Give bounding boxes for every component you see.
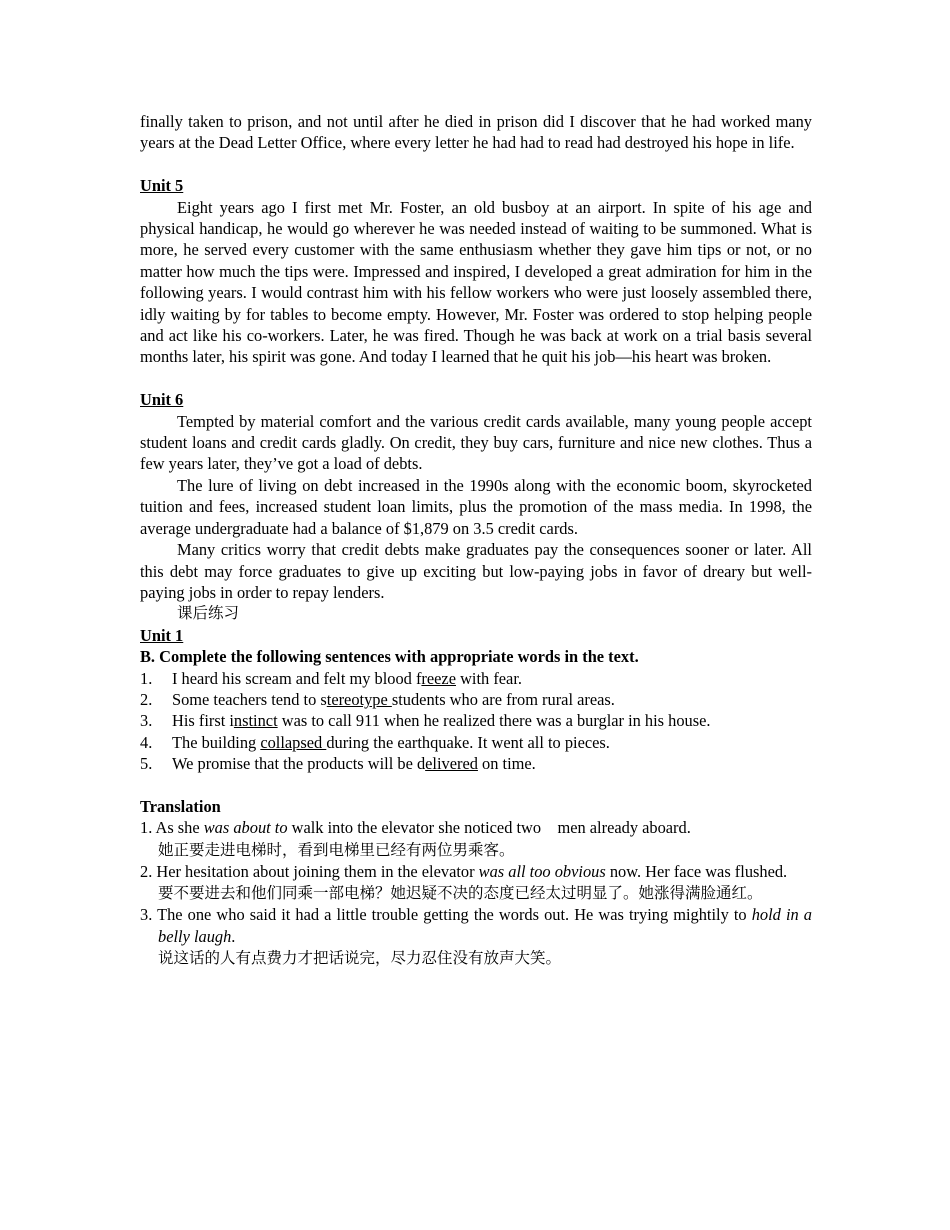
exercise-sentence <box>172 710 711 731</box>
italic-phrase: was about to <box>203 818 288 838</box>
sentence-end: students who are from rural areas. <box>391 689 615 709</box>
exercise-sentence <box>172 689 615 710</box>
unit6-heading: Unit 6 <box>140 390 184 410</box>
exercise-sentence <box>172 668 522 689</box>
exercise-number: 2. <box>140 689 153 709</box>
exercises-label: 课后练习 <box>177 604 240 623</box>
english-start: Her hesitation about joining them in the elevator <box>152 861 479 881</box>
answer-word: collapsed <box>260 732 327 752</box>
spacer <box>140 368 812 389</box>
italic-phrase: was all too obvious <box>478 861 606 881</box>
answer-word: reeze <box>421 668 456 688</box>
english-end: walk into the elevator she noticed two men already aboard. <box>287 818 691 838</box>
exercise-item <box>140 710 812 731</box>
sentence-start: The building <box>172 732 261 752</box>
sentence-start: I heard his scream and felt my blood f <box>172 668 422 688</box>
translation-item <box>140 817 812 860</box>
english-start: As she <box>152 818 204 838</box>
translation-item <box>140 861 812 904</box>
sentence-end: on time. <box>477 754 536 774</box>
exercise-number: 5. <box>140 754 153 774</box>
exercise-sentence <box>172 732 610 753</box>
exercise-number: 1. <box>140 668 153 688</box>
translation-english <box>140 817 812 838</box>
answer-word: elivered <box>425 754 478 774</box>
sentence-start: Some teachers tend to s <box>172 689 327 709</box>
translation-chinese: 她正要走进电梯时，看到电梯里已经有两位男乘客。 <box>158 840 515 859</box>
spacer <box>140 154 812 175</box>
english-end: . <box>231 926 236 946</box>
answer-word: tereotype <box>326 689 392 709</box>
translation-english <box>140 861 812 882</box>
unit1-heading: Unit 1 <box>140 625 184 645</box>
sentence-end: with fear. <box>455 668 522 688</box>
unit6-paragraph-3: Many critics worry that credit debts make graduates pay the consequences sooner or later. All this debt may force graduates to give up exciting but low-paying jobs in favor of dreary but well-paying jobs in order to repay lenders. <box>140 540 812 602</box>
unit5-paragraph: Eight years ago I first met Mr. Foster, an old busboy at an airport. In spite of his age and physical handicap, he would go wherever he was needed instead of waiting to be summoned. What is more, he served every customer with the same enthusiasm whether they gave him tips or not, or no matter how much the tips were. Impressed and inspired, I developed a great admiration for him in the following years. I would contrast him with his fellow workers who were just loosely assembled there, idly waiting by for tables to become empty. However, Mr. Foster was ordered to stop helping people and act like his co-workers. Later, he was fired. Though he was back at work on a trial basis several months later, his spirit was gone. And today I learned that he quit his job—his heart was broken. <box>140 197 812 367</box>
english-start: The one who said it had a little trouble getting the words out. He was trying mightily to <box>152 905 752 925</box>
exercise-item <box>140 668 812 689</box>
sentence-end: was to call 911 when he realized there was a burglar in his house. <box>277 711 711 731</box>
document-page <box>140 111 812 969</box>
exercise-item <box>140 732 812 753</box>
translation-number: 3. <box>140 905 153 925</box>
translation-number: 2. <box>140 861 153 881</box>
translation-item <box>140 904 812 969</box>
intro-paragraph: finally taken to prison, and not until after he died in prison did I discover that he had worked many years at the Dead Letter Office, where every letter he had had to read had destroyed his hope in life. <box>140 112 812 153</box>
spacer <box>140 775 812 796</box>
exercise-sentence <box>172 753 536 774</box>
unit6-paragraph-2: The lure of living on debt increased in the 1990s along with the economic boom, skyrocketed tuition and fees, increased student loan limits, plus the promotion of the mass media. In 1998, the average undergraduate had a balance of $1,879 on 3.5 credit cards. <box>140 475 812 538</box>
exercise-list <box>140 668 812 775</box>
translation-heading: Translation <box>140 796 221 816</box>
translation-number: 1. <box>140 818 153 838</box>
exercise-item <box>140 689 812 710</box>
italic-phrase: hold in a belly laugh <box>158 905 812 946</box>
translation-chinese: 要不要进去和他们同乘一部电梯？她迟疑不决的态度已经太过明显了。她涨得满脸通红。 <box>158 884 763 903</box>
unit5-heading: Unit 5 <box>140 176 184 196</box>
unit1-task-title: B. Complete the following sentences with appropriate words in the text. <box>140 647 639 667</box>
sentence-end: during the earthquake. It went all to pieces. <box>326 732 610 752</box>
answer-word: nstinct <box>233 711 278 731</box>
exercise-number: 3. <box>140 711 153 731</box>
english-end: now. Her face was flushed. <box>605 861 788 881</box>
unit6-paragraph-1: Tempted by material comfort and the various credit cards available, many young people accept student loans and credit cards gladly. On credit, they buy cars, furniture and nice new clothes. Thus a few years later, they’ve got a load of debts. <box>140 411 812 474</box>
sentence-start: We promise that the products will be d <box>172 754 426 774</box>
exercise-number: 4. <box>140 732 153 752</box>
sentence-start: His first i <box>172 711 234 731</box>
exercise-item <box>140 753 812 774</box>
translation-chinese: 说这话的人有点费力才把话说完，尽力忍住没有放声大笑。 <box>158 948 562 967</box>
translation-english <box>140 904 812 947</box>
